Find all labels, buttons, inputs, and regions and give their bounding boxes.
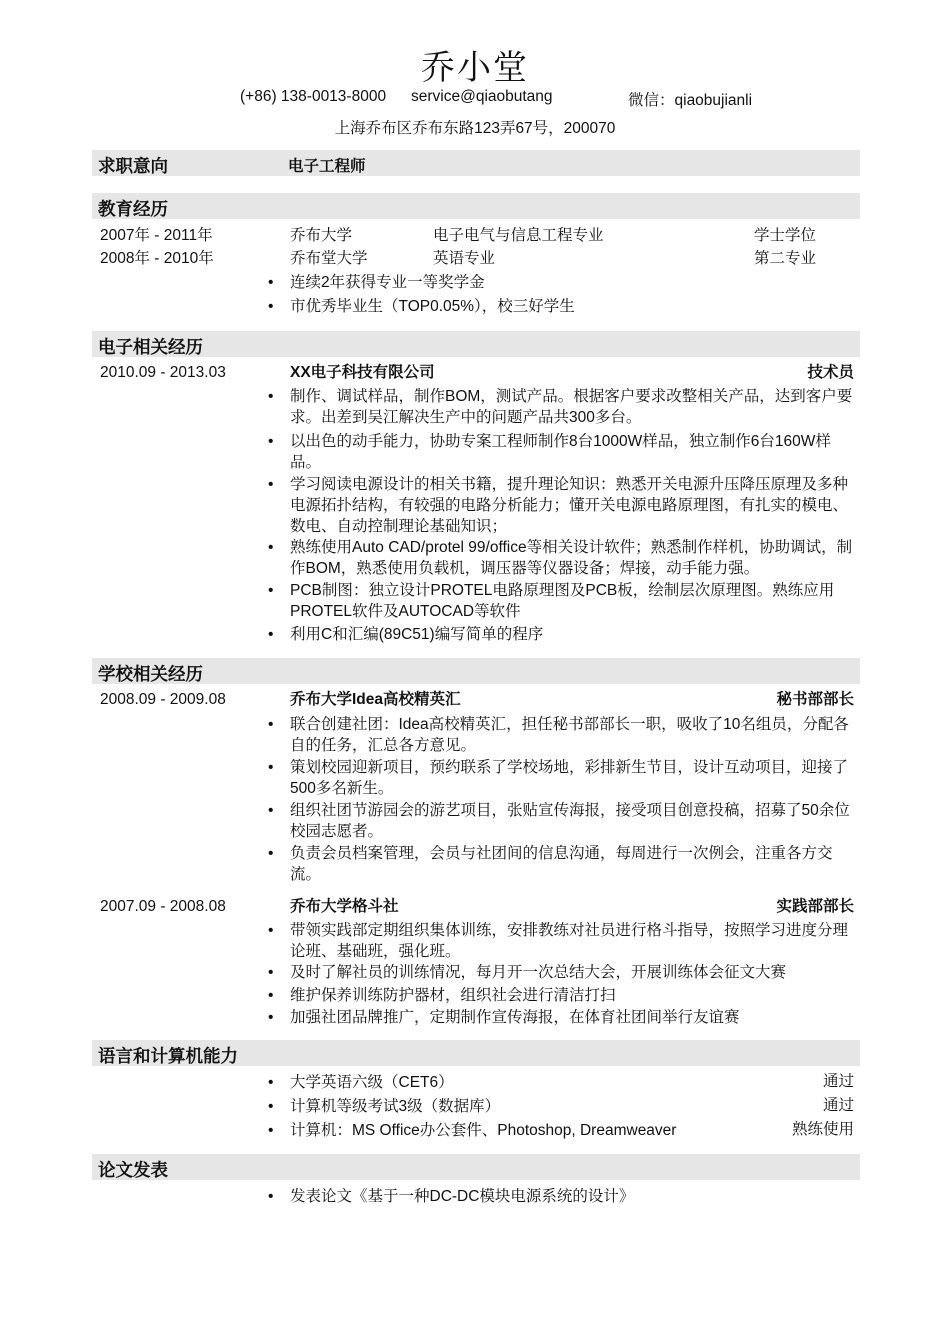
job-role: 技术员 xyxy=(807,364,854,381)
list-item: • 学习阅读电源设计的相关书籍，提升理论知识：熟悉开关电源升压降压原理及多种电源拓扑结构，有较强的电路分析能力；懂开关电源电路原理图，有扎实的模电、数电、自动控制理论基础知识； xyxy=(268,474,854,537)
list-item: • 制作、调试样品，制作BOM，测试产品。根据客户要求改整相关产品，达到客户要求。出差到吴江解决生产中的问题产品共300多台。 xyxy=(268,386,854,428)
education-degree: 第二专业 xyxy=(754,250,817,267)
activity-role: 实践部部长 xyxy=(776,898,854,915)
home-address: 上海乔布区乔布东路123弄67号，200070 xyxy=(334,120,616,137)
list-item: • 发表论文《基于一种DC-DC模块电源系统的设计》 xyxy=(268,1186,854,1207)
list-item: • 以出色的动手能力，协助专案工程师制作8台1000W样品，独立制作6台160W样品。 xyxy=(268,431,854,473)
activity-role: 秘书部部长 xyxy=(776,691,854,708)
objective-section-header xyxy=(92,150,860,176)
list-item: • 带领实践部定期组织集体训练，安排教练对社员进行格斗指导，按照学习进度分理论班、基础班，强化班。 xyxy=(268,920,854,962)
organization-name: 乔布大学Idea高校精英汇 xyxy=(290,691,461,708)
electronics-section-header xyxy=(92,331,860,357)
activity-period: 2007.09 - 2008.08 xyxy=(100,898,226,915)
section-title: 语言和计算机能力 xyxy=(98,1046,238,1066)
contact-line xyxy=(0,88,950,108)
list-item: • 加强社团品牌推广，定期制作宣传海报，在体育社团间举行友谊赛 xyxy=(268,1007,854,1028)
list-item: • 市优秀毕业生（TOP0.05%），校三好学生 xyxy=(268,296,854,317)
list-item: • 策划校园迎新项目，预约联系了学校场地，彩排新生节目，设计互动项目，迎接了500多名新生。 xyxy=(268,757,854,799)
list-item: • 组织社团节游园会的游艺项目，张贴宣传海报，接受项目创意投稿，招募了50余位校园志愿者。 xyxy=(268,800,854,842)
list-item: • 利用C和汇编(89C51)编写简单的程序 xyxy=(268,624,854,645)
organization-name: 乔布大学格斗社 xyxy=(290,898,399,915)
list-item: • PCB制图：独立设计PROTEL电路原理图及PCB板，绘制层次原理图。熟练应用PROTEL软件及AUTOCAD等软件 xyxy=(268,580,854,622)
education-period: 2007年 - 2011年 xyxy=(100,227,213,244)
papers-section-header xyxy=(92,1154,860,1180)
skill-level: 熟练使用 xyxy=(791,1121,854,1138)
school-section-header xyxy=(92,658,860,684)
list-item: • 及时了解社员的训练情况，每月开一次总结大会，开展训练体会征文大赛 xyxy=(268,962,854,983)
section-title: 论文发表 xyxy=(98,1160,168,1180)
company-name: XX电子科技有限公司 xyxy=(290,364,435,381)
job-period: 2010.09 - 2013.03 xyxy=(100,364,226,381)
section-title: 电子相关经历 xyxy=(98,337,203,357)
education-degree: 学士学位 xyxy=(754,227,817,244)
candidate-name: 乔小堂 xyxy=(421,48,529,88)
list-item: • 联合创建社团：Idea高校精英汇，担任秘书部部长一职，吸收了10名组员，分配各自的任务，汇总各方意见。 xyxy=(268,714,854,756)
section-title: 教育经历 xyxy=(98,199,168,219)
activity-period: 2008.09 - 2009.08 xyxy=(100,691,226,708)
education-school: 乔布大学 xyxy=(290,227,353,244)
skill-level: 通过 xyxy=(822,1073,854,1090)
list-item: • 计算机等级考试3级（数据库） xyxy=(268,1096,854,1117)
phone-number: (+86) 138-0013-8000 xyxy=(240,88,387,105)
email-address: service@qiaobutang xyxy=(411,88,553,105)
education-period: 2008年 - 2010年 xyxy=(100,250,214,267)
list-item: • 连续2年获得专业一等奖学金 xyxy=(268,272,854,293)
education-major: 英语专业 xyxy=(433,250,496,267)
education-school: 乔布堂大学 xyxy=(290,250,368,267)
education-section-header xyxy=(92,193,860,219)
list-item: • 维护保养训练防护器材，组织社会进行清洁打扫 xyxy=(268,985,854,1006)
skills-section-header xyxy=(92,1040,860,1066)
education-major: 电子电气与信息工程专业 xyxy=(433,227,604,244)
section-title: 求职意向 xyxy=(98,156,168,176)
list-item: • 熟练使用Auto CAD/protel 99/office等相关设计软件；熟悉制作样机，协助调试，制作BOM，熟悉使用负载机，调压器等仪器设备；焊接，动手能力强。 xyxy=(268,537,854,579)
section-title: 学校相关经历 xyxy=(98,664,203,684)
list-item: • 负责会员档案管理，会员与社团间的信息沟通，每周进行一次例会，注重各方交流。 xyxy=(268,843,854,885)
wechat-id: 微信：qiaobujianli xyxy=(628,92,753,109)
list-item: • 计算机：MS Office办公套件、Photoshop, Dreamweaver xyxy=(268,1120,854,1141)
list-item: • 大学英语六级（CET6） xyxy=(268,1072,854,1093)
skill-level: 通过 xyxy=(822,1097,854,1114)
objective-value: 电子工程师 xyxy=(288,158,366,175)
